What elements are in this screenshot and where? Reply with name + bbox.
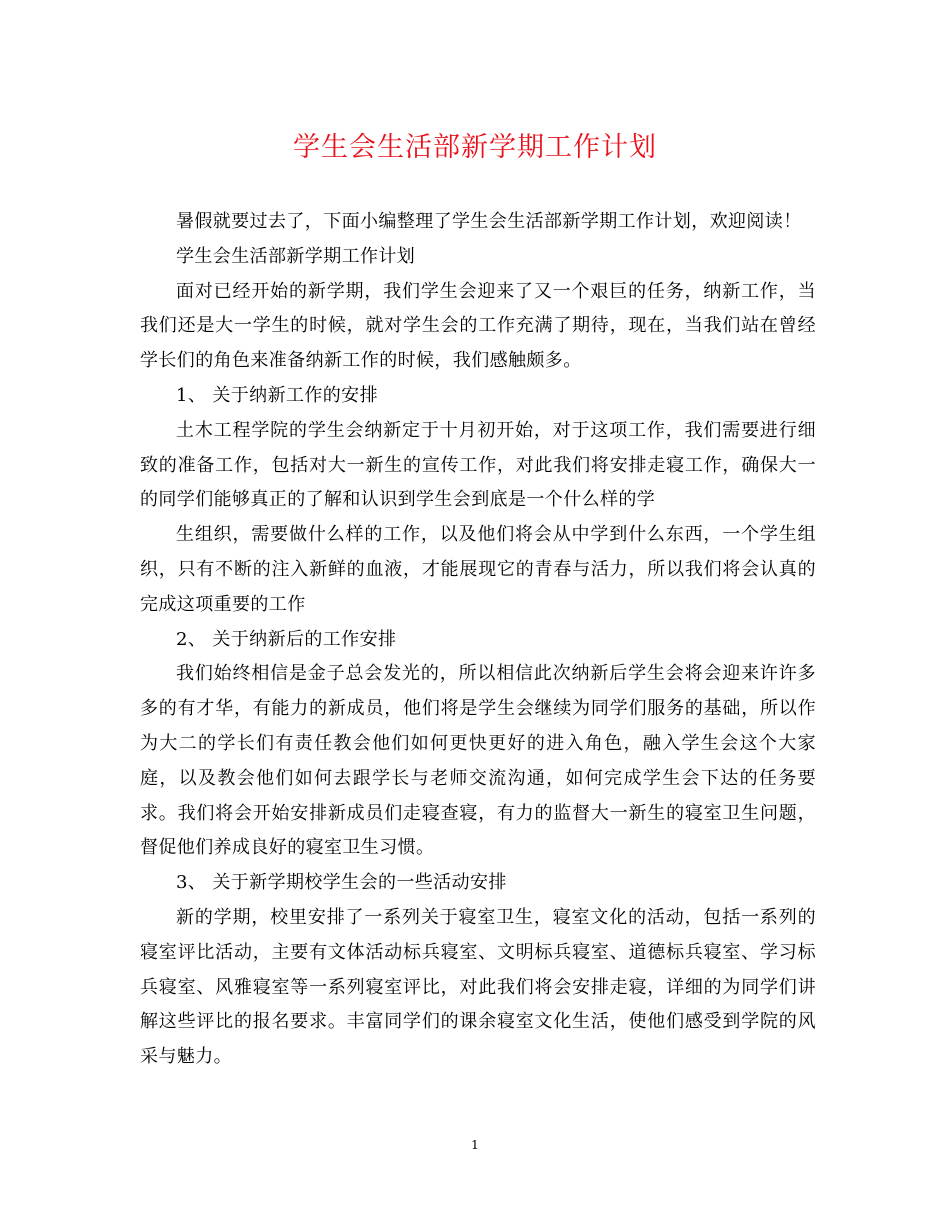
- body-paragraph: 我们始终相信是金子总会发光的，所以相信此次纳新后学生会将会迎来许许多多的有才华，有能力的新成员，他们将是学生会继续为同学们服务的基础，所以作为大二的学长们有责任教会他们如何更快更好的进入角色，融入学生会这个大家庭，以及教会他们如何去跟学长与老师交流沟通，如何完成学生会下达的任务要求。我们将会开始安排新成员们走寝查寝，有力的监督大一新生的寝室卫生问题，督促他们养成良好的寝室卫生习惯。: [140, 663, 816, 859]
- body-paragraph: 新的学期，校里安排了一系列关于寝室卫生，寝室文化的活动，包括一系列的寝室评比活动，主要有文体活动标兵寝室、文明标兵寝室、道德标兵寝室、学习标兵寝室、风雅寝室等一系列寝室评比，对此我们将会安排走寝，详细的为同学们讲解这些评比的报名要求。丰富同学们的课余寝室文化生活，使他们感受到学院的风采与魅力。: [140, 906, 816, 1068]
- document-title: 学生会生活部新学期工作计划: [293, 132, 657, 163]
- subtitle-paragraph: 学生会生活部新学期工作计划: [176, 245, 416, 267]
- body-paragraph: 土木工程学院的学生会纳新定于十月初开始，对于这项工作，我们需要进行细致的准备工作，包括对大一新生的宣传工作，对此我们将安排走寝工作，确保大一的同学们能够真正的了解和认识到学生会到底是一个什么样的学: [140, 419, 816, 511]
- page-number: 1: [471, 1138, 479, 1152]
- body-paragraph: 生组织，需要做什么样的工作，以及他们将会从中学到什么东西，一个学生组织，只有不断的注入新鲜的血液，才能展现它的青春与活力，所以我们将会认真的完成这项重要的工作: [140, 524, 816, 615]
- section-heading-1: 1、 关于纳新工作的安排: [176, 384, 378, 406]
- body-paragraph: 面对已经开始的新学期，我们学生会迎来了又一个艰巨的任务，纳新工作，当我们还是大一学生的时候，就对学生会的工作充满了期待，现在，当我们站在曾经学长们的角色来准备纳新工作的时候，我们感触颇多。: [140, 280, 816, 372]
- section-heading-2: 2、 关于纳新后的工作安排: [176, 628, 397, 650]
- document-body: [140, 205, 816, 1075]
- intro-paragraph: 暑假就要过去了，下面小编整理了学生会生活部新学期工作计划，欢迎阅读！: [176, 211, 802, 232]
- section-heading-3: 3、 关于新学期校学生会的一些活动安排: [176, 872, 507, 894]
